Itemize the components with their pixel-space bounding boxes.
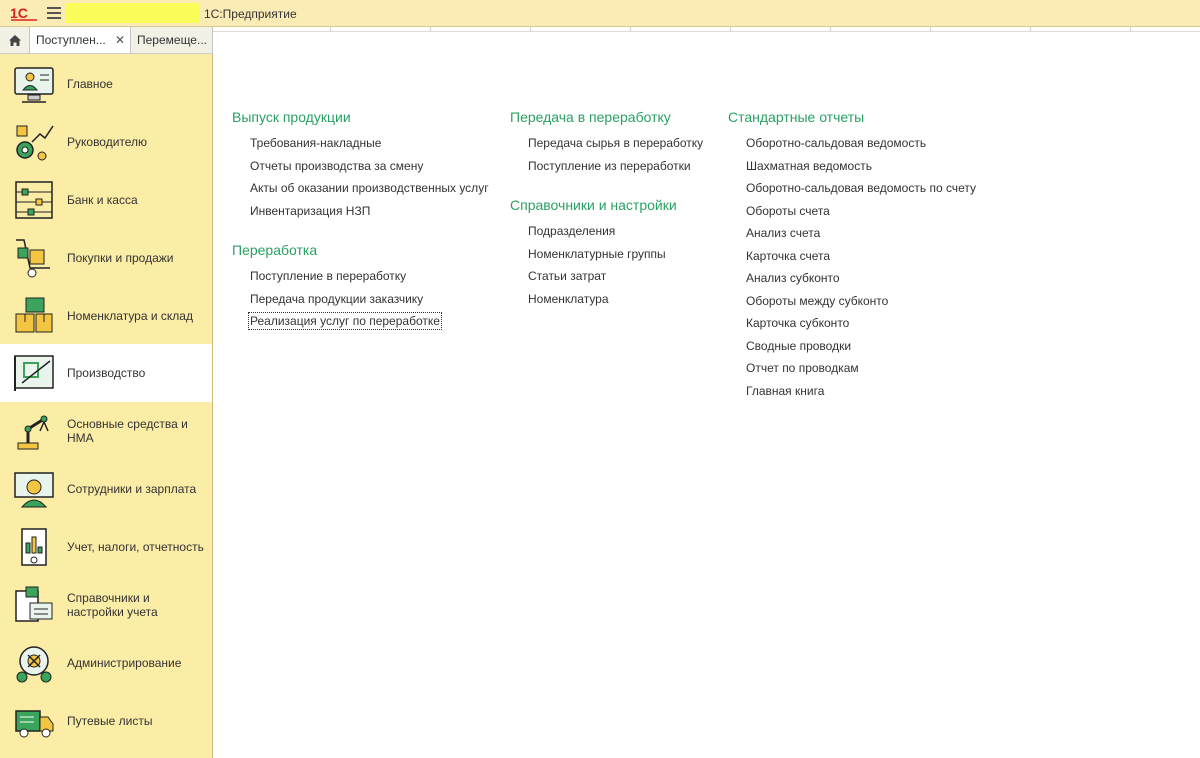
- link-nomenclature-groups[interactable]: Номенклатурные группы: [528, 246, 666, 261]
- boxes-icon: [12, 294, 56, 338]
- link-report[interactable]: Отчет по проводкам: [746, 361, 859, 375]
- link-departments[interactable]: Подразделения: [528, 224, 616, 238]
- sidebar-item-directories[interactable]: [0, 576, 212, 634]
- sidebar-item-purchases[interactable]: [0, 229, 212, 287]
- tab-label: Перемеще...: [137, 33, 207, 47]
- truck-icon: [12, 699, 56, 743]
- section-title: Стандартные отчеты: [728, 109, 865, 125]
- main-content: [213, 27, 1200, 758]
- employee-icon: [12, 467, 56, 511]
- highlight-mark: [66, 3, 200, 23]
- section-title: Справочники и настройки: [510, 197, 677, 213]
- sidebar-item-label: Учет, налоги, отчетность: [67, 540, 204, 554]
- sidebar-item-label: Администрирование: [67, 656, 182, 670]
- link-report[interactable]: Анализ субконто: [746, 271, 840, 285]
- link-wip-inventory[interactable]: Инвентаризация НЗП: [250, 203, 371, 218]
- main-menu-icon[interactable]: [47, 7, 61, 19]
- abacus-icon: [12, 178, 56, 222]
- sidebar-item-production[interactable]: [0, 344, 212, 402]
- sidebar-item-label: Сотрудники и зарплата: [67, 482, 197, 496]
- sidebar-item-fixed-assets[interactable]: [0, 402, 212, 460]
- sidebar-item-label: Справочники и настройки учета: [67, 591, 158, 619]
- tab-receipt[interactable]: [30, 27, 131, 53]
- link-report[interactable]: Обороты между субконто: [746, 293, 889, 308]
- monitor-person-icon: [12, 62, 56, 106]
- sidebar-item-label: Номенклатура и склад: [67, 309, 193, 323]
- chart-gear-icon: [12, 120, 56, 164]
- sidebar-item-label: Банк и касса: [67, 193, 138, 207]
- 1c-logo-icon: [10, 5, 38, 21]
- report-chart-icon: [12, 525, 56, 569]
- close-icon[interactable]: ✕: [114, 33, 125, 47]
- sidebar: [0, 54, 213, 758]
- tab-label: Поступлен...: [36, 33, 106, 47]
- sidebar-item-nomenclature[interactable]: [0, 287, 212, 345]
- sidebar-item-label: Путевые листы: [67, 714, 153, 728]
- hand-truck-icon: [12, 236, 56, 280]
- link-requisitions[interactable]: Требования-накладные: [250, 136, 382, 150]
- sidebar-item-label: Покупки и продажи: [67, 251, 174, 265]
- link-report[interactable]: Сводные проводки: [746, 338, 852, 353]
- link-raw-materials-transfer[interactable]: Передача сырья в переработку: [528, 136, 704, 150]
- link-shift-reports[interactable]: Отчеты производства за смену: [250, 158, 424, 173]
- column-outsourcing: [510, 109, 703, 314]
- sidebar-item-administration[interactable]: [0, 634, 212, 692]
- settings-gears-icon: [12, 641, 56, 685]
- section-title: Переработка: [232, 242, 318, 258]
- link-report[interactable]: Шахматная ведомость: [746, 158, 872, 173]
- tab-transfer[interactable]: [131, 27, 213, 53]
- column-production: [232, 109, 489, 337]
- link-receipt-processing[interactable]: Поступление в переработку: [250, 269, 407, 283]
- svg-text:1С: 1С: [10, 5, 28, 21]
- sidebar-item-label: Главное: [67, 77, 113, 91]
- link-service-acts[interactable]: Акты об оказании производственных услуг: [250, 181, 489, 195]
- sidebar-item-label: Производство: [67, 366, 146, 380]
- home-tab[interactable]: [0, 27, 30, 53]
- column-standard-reports: [728, 109, 976, 406]
- link-report[interactable]: Обороты счета: [746, 203, 830, 218]
- sidebar-item-waybills[interactable]: [0, 692, 212, 750]
- sidebar-item-bank[interactable]: [0, 171, 212, 229]
- link-report[interactable]: Оборотно-сальдовая ведомость: [746, 136, 927, 150]
- link-report[interactable]: Оборотно-сальдовая ведомость по счету: [746, 181, 976, 195]
- directory-icon: [12, 583, 56, 627]
- link-report[interactable]: Карточка счета: [746, 248, 831, 263]
- section-title: Выпуск продукции: [232, 109, 351, 125]
- link-nomenclature[interactable]: Номенклатура: [528, 291, 609, 306]
- title-bar: [0, 0, 1200, 27]
- link-report[interactable]: Главная книга: [746, 383, 825, 398]
- sidebar-item-employees[interactable]: [0, 460, 212, 518]
- sidebar-item-label: Основные средства и НМА: [67, 417, 188, 445]
- robot-arm-icon: [12, 409, 56, 453]
- sidebar-item-main[interactable]: [0, 55, 212, 113]
- link-receipt-from-processing[interactable]: Поступление из переработки: [528, 158, 691, 173]
- sidebar-item-taxes[interactable]: [0, 518, 212, 576]
- tab-bar: [0, 27, 213, 54]
- home-icon: [8, 34, 22, 47]
- link-report[interactable]: Карточка субконто: [746, 316, 850, 330]
- link-transfer-to-customer[interactable]: Передача продукции заказчику: [250, 291, 424, 306]
- section-title: Передача в переработку: [510, 109, 671, 125]
- link-cost-items[interactable]: Статьи затрат: [528, 269, 607, 283]
- blueprint-icon: [12, 351, 56, 395]
- header-divider: [213, 27, 1200, 32]
- app-title: 1С:Предприятие: [204, 7, 297, 21]
- link-report[interactable]: Анализ счета: [746, 226, 821, 240]
- link-processing-services-sale[interactable]: Реализация услуг по переработке: [250, 314, 440, 328]
- sidebar-item-manager[interactable]: [0, 113, 212, 171]
- sidebar-item-label: Руководителю: [67, 135, 148, 149]
